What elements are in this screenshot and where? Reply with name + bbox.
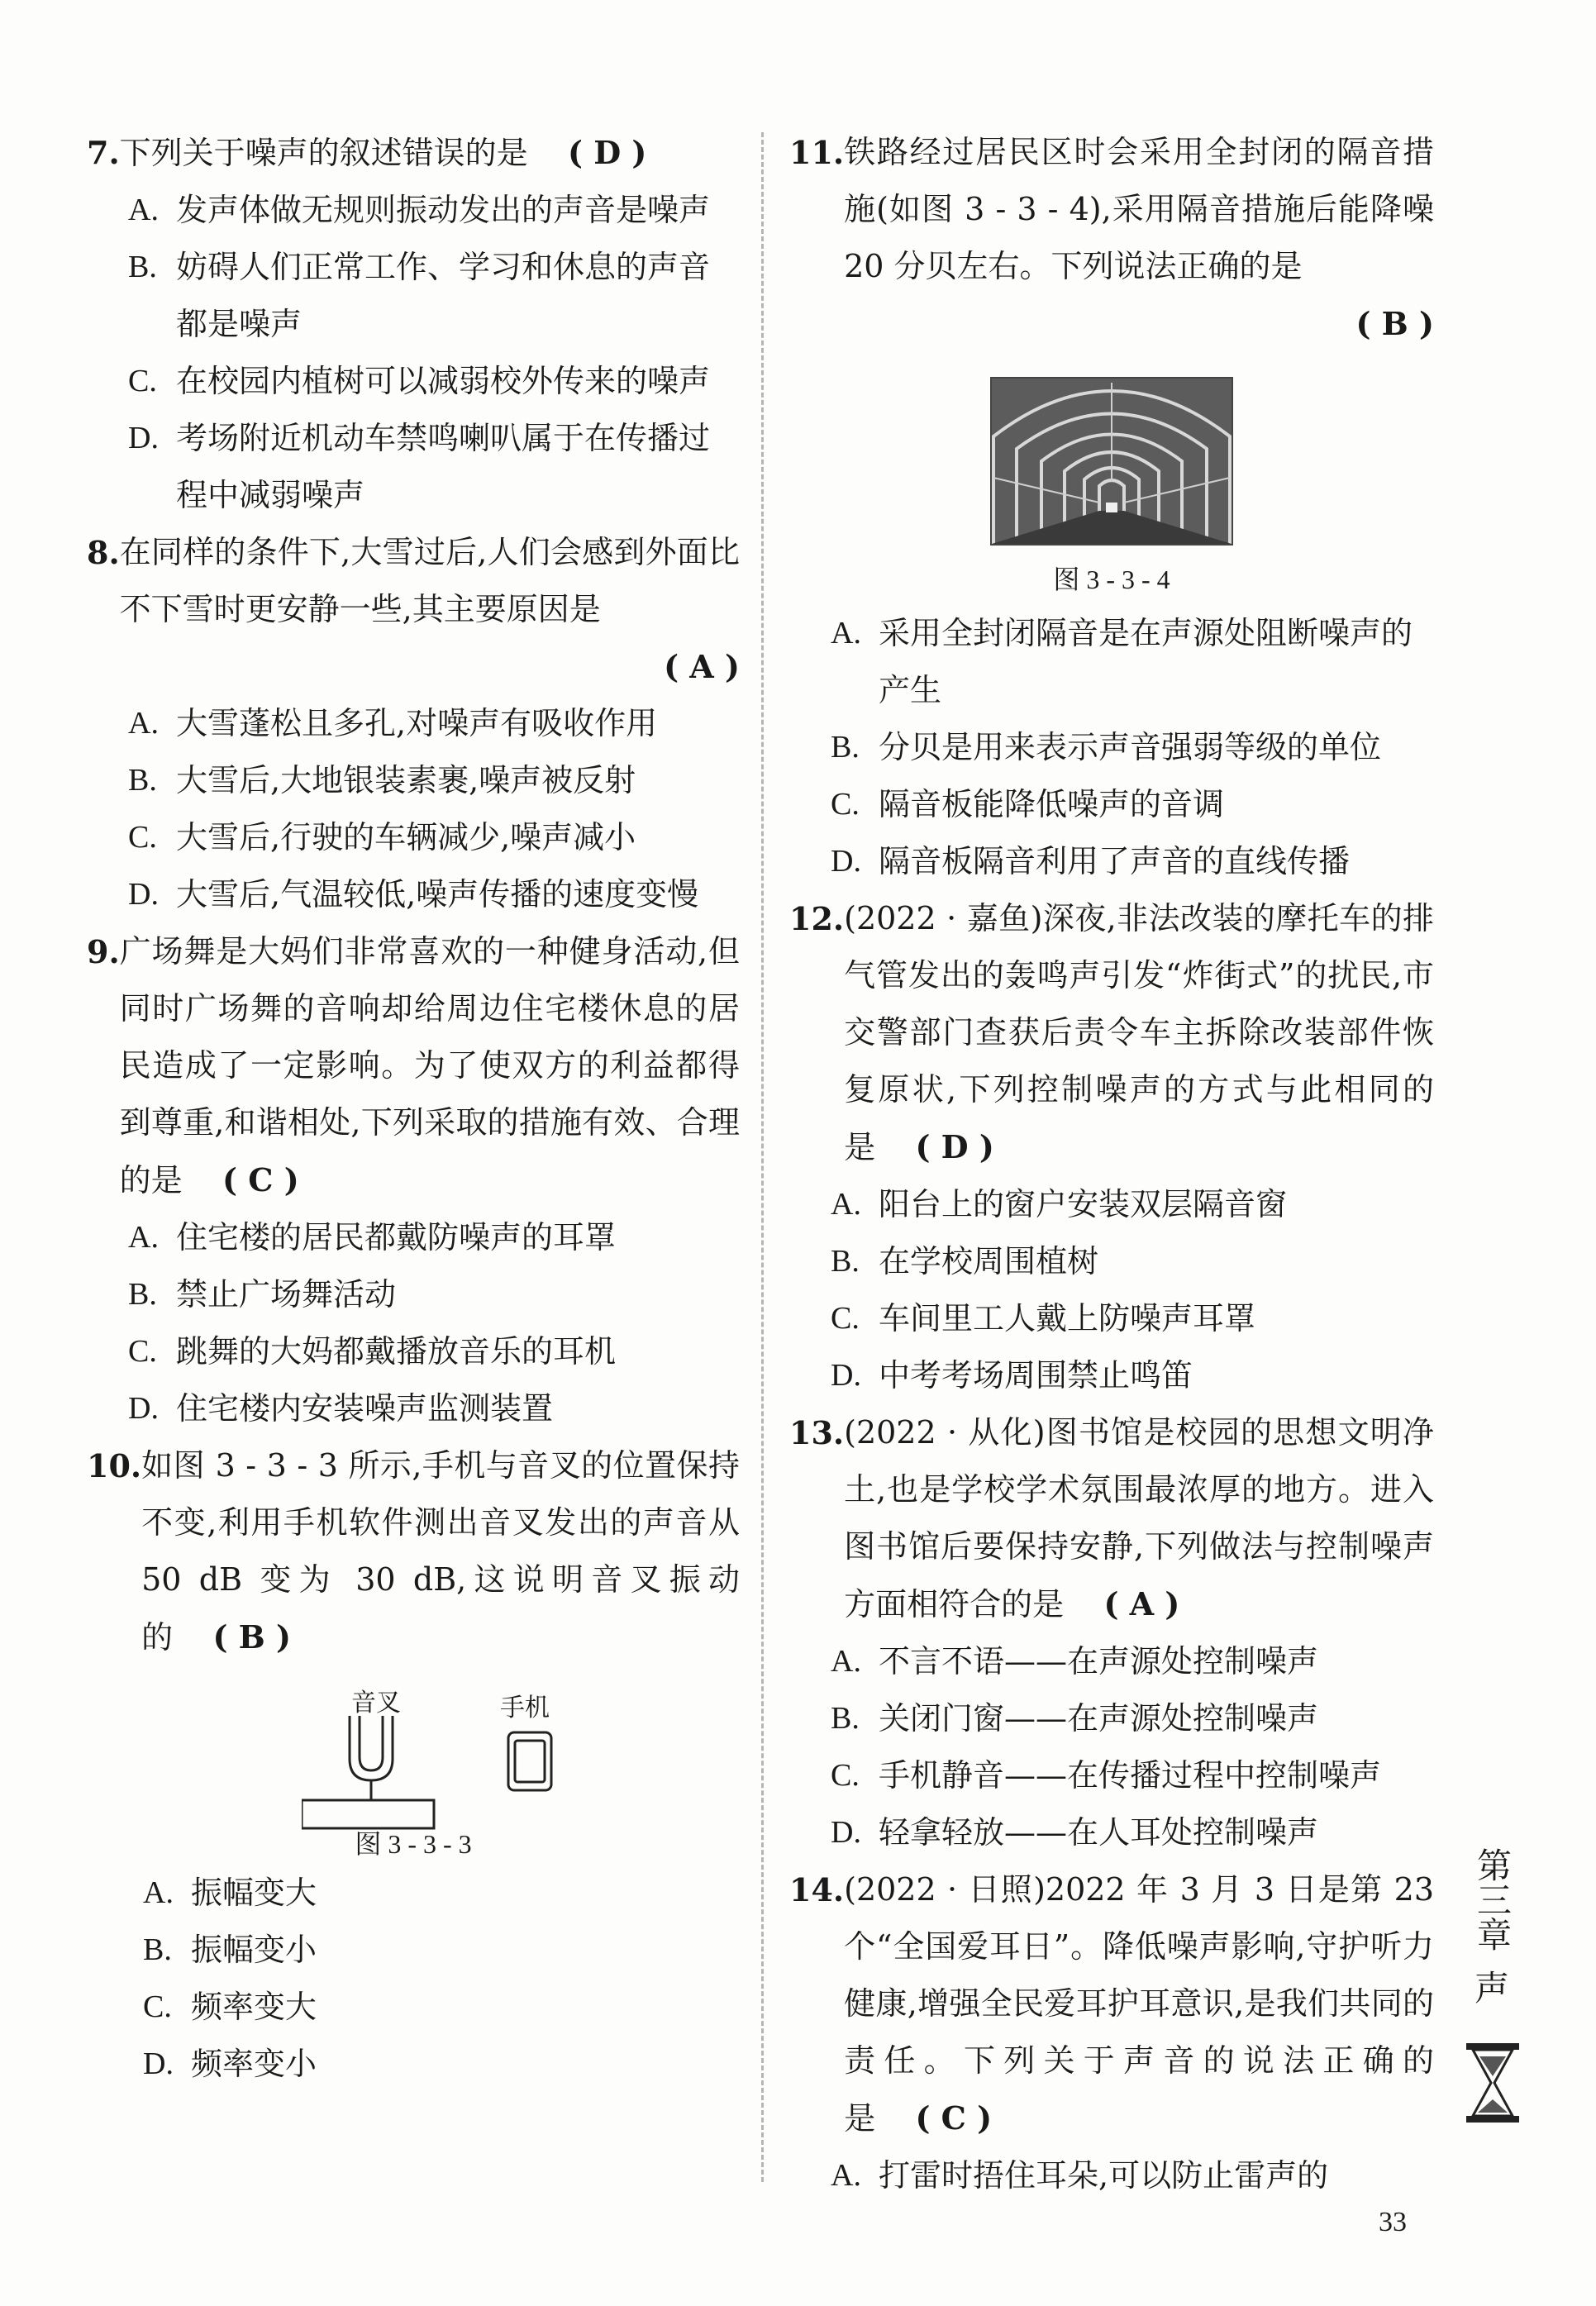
option-a [831, 605, 1434, 719]
answer: ( A ) [1103, 1585, 1180, 1622]
option-text: 住宅楼的居民都戴防噪声的耳罩 [176, 1219, 617, 1255]
question-stem [789, 124, 1434, 295]
question-stem [87, 124, 740, 182]
option-text: 采用全封闭隔音是在声源处阻断噪声的产生 [879, 615, 1413, 708]
option-text: 不言不语——在声源处控制噪声 [879, 1643, 1319, 1679]
options [789, 1176, 1434, 1404]
option-c [143, 1979, 460, 2036]
stem-text: 广场舞是大妈们非常喜欢的一种健身活动,但同时广场舞的音响却给周边住宅楼休息的居民造成了一定影响。为了使双方的利益都得到尊重,和谐相处,下列采取的措施有效、合理的是 [119, 933, 740, 1198]
phone-label: 手机 [500, 1694, 550, 1722]
railway-tunnel-photo [990, 377, 1233, 546]
option-text: 在学校周围植树 [879, 1243, 1099, 1279]
option-c [831, 1747, 1434, 1804]
stem-text: 如图 3 - 3 - 3 所示,手机与音叉的位置保持不变,利用手机软件测出音叉发出的声音从 50 dB 变为 30 dB,这说明音叉振动的 [141, 1447, 740, 1656]
option-letter: A. [143, 1875, 174, 1910]
question-text [141, 1437, 740, 1666]
option-text: 住宅楼内安装噪声监测装置 [176, 1390, 554, 1427]
question-10 [87, 1437, 740, 2093]
question-stem [789, 890, 1434, 1176]
option-text: 车间里工人戴上防噪声耳罩 [879, 1300, 1256, 1336]
option-text: 大雪后,大地银装素裹,噪声被反射 [176, 762, 636, 798]
question-12 [789, 890, 1434, 1404]
stem-text: (2022 · 嘉鱼)深夜,非法改装的摩托车的排气管发出的轰鸣声引发“炸街式”的扰民,市交警部门查获后责令车主拆除改装部件恢复原状,下列控制噪声的方式与此相同的是 [844, 900, 1434, 1165]
option-letter: C. [128, 1334, 157, 1369]
question-text [844, 1404, 1434, 1633]
option-d [831, 1347, 1434, 1404]
option-b [143, 1922, 460, 1979]
answer: ( D ) [915, 1128, 994, 1165]
answer: ( B ) [212, 1618, 292, 1656]
option-text: 发声体做无规则振动发出的声音是噪声 [176, 192, 711, 228]
option-d [143, 2036, 460, 2093]
option-letter: B. [128, 250, 157, 284]
option-b [128, 752, 740, 809]
option-letter: D. [128, 877, 159, 912]
question-number: 13. [789, 1414, 845, 1451]
tuning-fork-figure [87, 1675, 740, 1865]
options [87, 1865, 740, 2093]
option-letter: A. [831, 1187, 861, 1222]
option-letter: B. [831, 1701, 860, 1736]
option-a [128, 1209, 740, 1266]
option-text: 妨碍人们正常工作、学习和休息的声音都是噪声 [176, 249, 711, 342]
question-7 [87, 124, 740, 524]
option-c [128, 353, 740, 410]
option-c [128, 809, 740, 866]
option-text: 关闭门窗——在声源处控制噪声 [879, 1700, 1319, 1737]
question-number: 10. [87, 1447, 142, 1484]
question-text [844, 1861, 1434, 2147]
question-9 [87, 923, 740, 1437]
option-a [831, 2147, 1434, 2204]
option-text: 中考考场周围禁止鸣笛 [879, 1357, 1193, 1394]
option-letter: B. [128, 763, 157, 798]
fork-label: 音叉 [351, 1689, 401, 1718]
option-c [831, 776, 1434, 833]
option-letter: D. [128, 421, 159, 455]
option-letter: C. [831, 787, 860, 822]
option-text: 跳舞的大妈都戴播放音乐的耳机 [176, 1333, 617, 1370]
hourglass-icon [1463, 2042, 1522, 2124]
question-text [120, 124, 740, 182]
question-11 [789, 124, 1434, 890]
question-number: 8. [87, 534, 120, 571]
tunnel-drawing [992, 379, 1232, 544]
option-letter: A. [128, 1220, 159, 1255]
option-b [831, 719, 1434, 776]
question-stem [87, 923, 740, 1209]
option-d [128, 866, 740, 923]
right-column [789, 124, 1434, 2204]
option-letter: C. [128, 820, 157, 855]
fork-prong-inner [360, 1716, 383, 1770]
option-letter: D. [143, 2046, 174, 2081]
question-number: 9. [87, 933, 120, 970]
option-text: 手机静音——在传播过程中控制噪声 [879, 1757, 1382, 1794]
option-b [831, 1233, 1434, 1290]
option-text: 阳台上的窗户安装双层隔音窗 [879, 1186, 1288, 1222]
option-letter: A. [831, 1644, 861, 1679]
options [87, 695, 740, 923]
option-text: 振幅变小 [191, 1932, 317, 1968]
question-text: 铁路经过居民区时会采用全封闭的隔音措施(如图 3 - 3 - 4),采用隔音措施后能降噪 20 分贝左右。下列说法正确的是 [844, 134, 1434, 284]
question-stem [789, 1861, 1434, 2147]
answer: ( C ) [915, 2099, 993, 2137]
stem-text: (2022 · 从化)图书馆是校园的思想文明净土,也是学校学术氛围最浓厚的地方。进入图书馆后要保持安静,下列做法与控制噪声方面相符合的是 [844, 1414, 1434, 1622]
answer: ( D ) [568, 134, 647, 171]
option-a [831, 1633, 1434, 1690]
question-number: 11. [789, 134, 845, 171]
figure-caption: 图 3 - 3 - 4 [1053, 565, 1170, 594]
chapter-label: 第三章 [1472, 1847, 1513, 1951]
question-text [844, 890, 1434, 1176]
question-text: 在同样的条件下,大雪过后,人们会感到外面比不下雪时更安静一些,其主要原因是 [119, 534, 740, 627]
options [87, 1209, 740, 1437]
option-text: 频率变小 [191, 2046, 317, 2082]
option-d [128, 1380, 740, 1437]
answer: ( C ) [222, 1161, 299, 1198]
page-number: 33 [1379, 2207, 1407, 2237]
chapter-side-tab [1467, 1847, 1517, 2008]
option-letter: B. [831, 1244, 860, 1279]
column-divider [761, 132, 764, 2182]
option-letter: A. [128, 706, 159, 741]
option-letter: B. [128, 1277, 157, 1312]
option-d [128, 410, 740, 524]
option-text: 隔音板能降低噪声的音调 [879, 786, 1225, 822]
option-text: 隔音板隔音利用了声音的直线传播 [879, 843, 1351, 879]
option-letter: C. [143, 1989, 172, 2024]
left-column [87, 124, 740, 2093]
option-letter: C. [831, 1758, 860, 1793]
option-text: 大雪后,气温较低,噪声传播的速度变慢 [176, 876, 699, 912]
option-a [128, 182, 740, 239]
question-stem [87, 1437, 740, 1666]
options [789, 605, 1434, 890]
stem-text: (2022 · 日照)2022 年 3 月 3 日是第 23 个“全国爱耳日”。降低噪声影响,守护听力健康,增强全民爱耳护耳意识,是我们共同的责任。下列关于声音的说法正确的是 [844, 1871, 1434, 2137]
option-letter: C. [831, 1301, 860, 1336]
option-letter: B. [143, 1932, 172, 1967]
option-letter: D. [831, 844, 861, 879]
option-letter: B. [831, 730, 860, 765]
fork-and-phone-drawing [302, 1708, 566, 1832]
question-stem [87, 524, 740, 638]
option-a [128, 695, 740, 752]
option-c [128, 1323, 740, 1380]
question-number: 14. [789, 1871, 845, 1908]
option-c [831, 1290, 1434, 1347]
option-letter: D. [831, 1358, 861, 1393]
option-letter: A. [831, 2158, 861, 2193]
option-letter: A. [128, 193, 159, 227]
phone-screen [515, 1741, 545, 1782]
options [87, 182, 740, 524]
options [789, 2147, 1434, 2204]
question-number: 7. [87, 134, 120, 171]
option-text: 分贝是用来表示声音强弱等级的单位 [879, 729, 1382, 765]
option-letter: C. [128, 364, 157, 398]
figure-caption: 图 3 - 3 - 3 [355, 1829, 472, 1859]
question-number: 12. [789, 900, 845, 937]
option-text: 大雪后,行驶的车辆减少,噪声减小 [176, 819, 636, 855]
option-text: 轻拿轻放——在人耳处控制噪声 [879, 1814, 1319, 1851]
option-d [831, 1804, 1434, 1861]
stem-text: 下列关于噪声的叙述错误的是 [119, 135, 528, 171]
option-b [831, 1690, 1434, 1747]
question-stem [789, 1404, 1434, 1633]
option-a [143, 1865, 460, 1922]
option-text: 考场附近机动车禁鸣喇叭属于在传播过程中减弱噪声 [176, 420, 711, 513]
option-text: 禁止广场舞活动 [176, 1276, 397, 1313]
question-14 [789, 1861, 1434, 2204]
option-text: 振幅变大 [191, 1875, 317, 1911]
option-a [831, 1176, 1434, 1233]
answer: ( B ) [1355, 305, 1434, 342]
option-b [128, 1266, 740, 1323]
option-b [128, 239, 740, 353]
options [789, 1633, 1434, 1861]
option-text: 在校园内植树可以减弱校外传来的噪声 [176, 363, 711, 399]
option-text: 打雷时捂住耳朵,可以防止雷声的 [879, 2157, 1329, 2194]
option-d [831, 833, 1434, 890]
option-letter: D. [128, 1391, 159, 1426]
question-13 [789, 1404, 1434, 1861]
question-8 [87, 524, 740, 923]
question-text [120, 923, 740, 1209]
option-letter: D. [831, 1815, 861, 1850]
option-text: 大雪蓬松且多孔,对噪声有吸收作用 [176, 705, 658, 741]
option-letter: A. [831, 616, 861, 650]
option-text: 频率变大 [191, 1989, 317, 2025]
chapter-title: 声 [1474, 1968, 1509, 2008]
answer: ( A ) [664, 648, 740, 685]
